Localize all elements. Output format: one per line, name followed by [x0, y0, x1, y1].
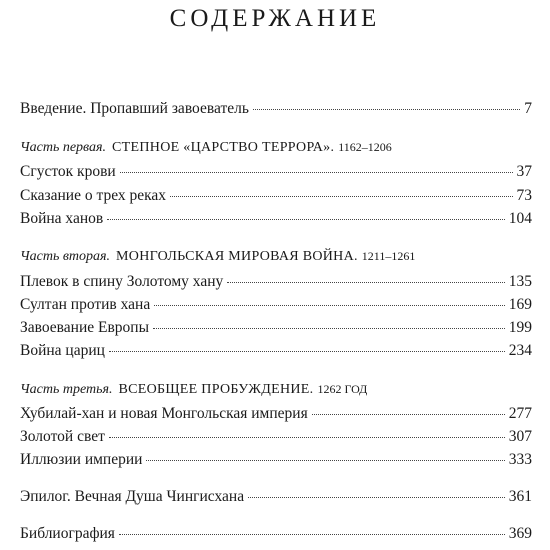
toc-entry[interactable] [20, 272, 532, 292]
part-prefix: Часть первая. [20, 140, 107, 155]
entry-page: 333 [508, 451, 532, 468]
part-heading-3 [20, 379, 532, 400]
entry-label: Война ханов [20, 210, 104, 227]
toc-entry[interactable] [20, 186, 532, 206]
entry-label: Золотой свет [20, 428, 105, 445]
part-prefix: Часть третья. [20, 382, 113, 397]
dot-leader [227, 282, 504, 283]
entry-page: 169 [508, 296, 532, 313]
part-heading-2 [20, 246, 532, 267]
toc-entry[interactable] [20, 341, 532, 361]
dot-leader [120, 172, 513, 173]
entry-label: Библиография [20, 525, 115, 542]
dot-leader [170, 196, 512, 197]
entry-page: 7 [524, 100, 532, 117]
entry-label: Иллюзии империи [20, 451, 143, 468]
entry-label: Введение. Пропавший завоеватель [20, 100, 249, 117]
dot-leader [119, 534, 505, 535]
entry-page: 199 [508, 319, 532, 336]
entry-label: Сказание о трех реках [20, 187, 167, 204]
entry-label: Сгусток крови [20, 163, 116, 180]
entry-label: Завоевание Европы [20, 319, 150, 336]
entry-page: 135 [508, 273, 532, 290]
part-prefix: Часть вторая. [20, 249, 111, 264]
dot-leader [312, 414, 505, 415]
part-title: МОНГОЛЬСКАЯ МИРОВАЯ ВОЙНА. [116, 249, 358, 264]
entry-page: 104 [508, 210, 532, 227]
part-years: 1162–1206 [338, 140, 392, 154]
dot-leader [153, 328, 505, 329]
entry-page: 234 [508, 342, 532, 359]
dot-leader [154, 305, 505, 306]
dot-leader [109, 437, 505, 438]
entry-label: Война цариц [20, 342, 105, 359]
toc-entry[interactable] [20, 404, 532, 424]
dot-leader [109, 351, 505, 352]
entry-label: Эпилог. Вечная Душа Чингисхана [20, 488, 245, 505]
page-title: СОДЕРЖАНИЕ [169, 5, 381, 32]
toc-entry-epilogue[interactable] [20, 487, 532, 507]
entry-page: 307 [508, 428, 532, 445]
part-title: СТЕПНОЕ «ЦАРСТВО ТЕРРОРА». [112, 140, 335, 155]
toc-entry-intro[interactable] [20, 99, 532, 119]
part-title: ВСЕОБЩЕЕ ПРОБУЖДЕНИЕ. [118, 382, 314, 397]
dot-leader [248, 497, 505, 498]
entry-page: 361 [508, 488, 532, 505]
entry-label: Плевок в спину Золотому хану [20, 273, 224, 290]
entry-page: 37 [516, 163, 532, 180]
toc-entry[interactable] [20, 318, 532, 338]
dot-leader [146, 460, 504, 461]
toc-entry[interactable] [20, 162, 532, 182]
toc-entry[interactable] [20, 450, 532, 470]
toc-entry-bibliography[interactable] [20, 524, 532, 544]
part-years: 1262 ГОД [317, 382, 368, 396]
part-heading-1 [20, 137, 532, 158]
entry-label: Султан против хана [20, 296, 151, 313]
toc-entry[interactable] [20, 427, 532, 447]
dot-leader [253, 109, 520, 110]
toc-entry[interactable] [20, 209, 532, 229]
entry-page: 73 [516, 187, 532, 204]
part-years: 1211–1261 [361, 249, 416, 263]
entry-page: 369 [508, 525, 532, 542]
toc-entry[interactable] [20, 295, 532, 315]
entry-page: 277 [508, 405, 532, 422]
entry-label: Хубилай-хан и новая Монгольская империя [20, 405, 308, 422]
dot-leader [107, 219, 505, 220]
